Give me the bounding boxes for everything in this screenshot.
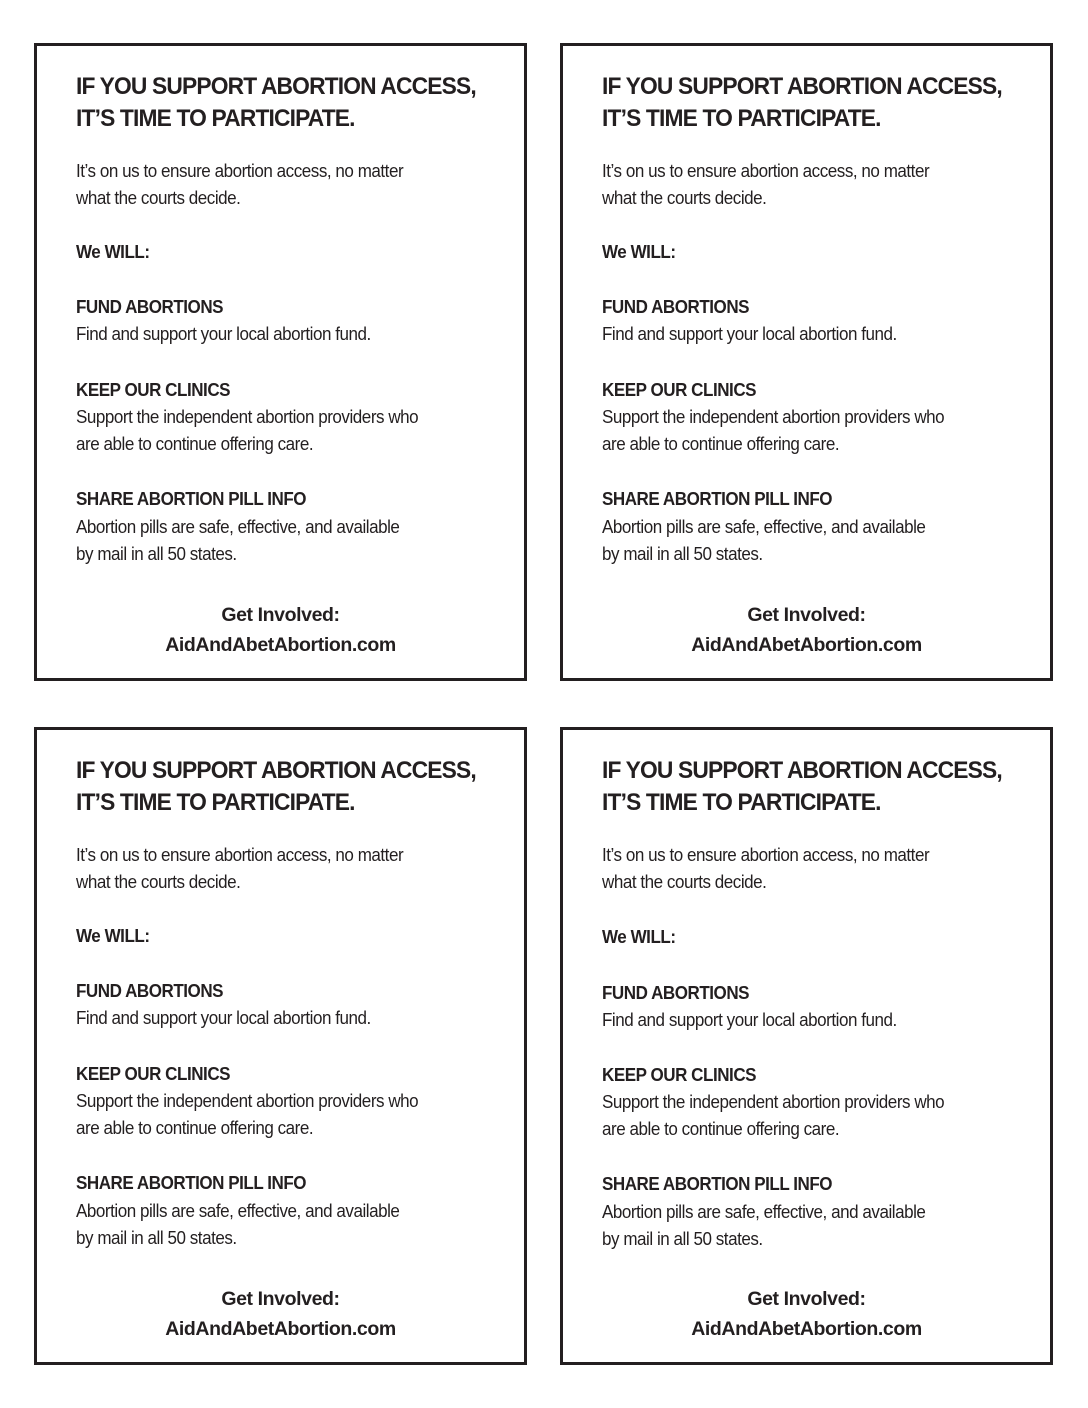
- flyer-heading: [76, 71, 485, 135]
- call-to-action: [37, 604, 524, 656]
- intro-text: It’s on us to ensure abortion access, no matter: [602, 844, 930, 865]
- flyer-card: [34, 727, 527, 1365]
- cta-link[interactable]: AidAndAbetAbortion.com: [691, 1318, 922, 1340]
- section-text-clinics: are able to continue offering care.: [602, 433, 840, 454]
- section-text-pill: by mail in all 50 states.: [602, 543, 763, 564]
- section-title-clinics: KEEP OUR CLINICS: [602, 1064, 757, 1085]
- heading-line: IF YOU SUPPORT ABORTION ACCESS,: [76, 73, 476, 100]
- section-text-clinics: are able to continue offering care.: [76, 433, 314, 454]
- section-title-pill: SHARE ABORTION PILL INFO: [602, 488, 833, 509]
- intro-text: what the courts decide.: [76, 871, 241, 892]
- heading-line: IT’S TIME TO PARTICIPATE.: [76, 789, 355, 816]
- call-to-action: [563, 604, 1050, 656]
- section-text-pill: by mail in all 50 states.: [76, 543, 237, 564]
- we-will-label: We WILL:: [602, 926, 676, 947]
- cta-label: Get Involved:: [221, 604, 340, 626]
- cta-label: Get Involved:: [747, 1288, 866, 1310]
- section-text-pill: by mail in all 50 states.: [76, 1227, 237, 1248]
- flyer-heading: [602, 755, 1011, 819]
- section-text-clinics: Support the independent abortion providers who: [602, 1091, 945, 1112]
- cta-label: Get Involved:: [747, 604, 866, 626]
- call-to-action: [37, 1288, 524, 1340]
- cta-label: Get Involved:: [221, 1288, 340, 1310]
- section-text-fund: Find and support your local abortion fund.: [76, 1007, 371, 1028]
- section-text-fund: Find and support your local abortion fund.: [602, 323, 897, 344]
- section-title-pill: SHARE ABORTION PILL INFO: [76, 1172, 307, 1193]
- section-text-clinics: Support the independent abortion providers who: [76, 1090, 419, 1111]
- intro-text: what the courts decide.: [76, 187, 241, 208]
- flyer-card: [560, 43, 1053, 681]
- section-text-clinics: Support the independent abortion providers who: [76, 406, 419, 427]
- section-title-fund: FUND ABORTIONS: [602, 982, 750, 1003]
- intro-text: It’s on us to ensure abortion access, no matter: [76, 844, 404, 865]
- cta-link[interactable]: AidAndAbetAbortion.com: [691, 634, 922, 656]
- section-title-fund: FUND ABORTIONS: [76, 980, 224, 1001]
- section-title-pill: SHARE ABORTION PILL INFO: [602, 1173, 833, 1194]
- we-will-label: We WILL:: [602, 241, 676, 262]
- heading-line: IF YOU SUPPORT ABORTION ACCESS,: [602, 73, 1002, 100]
- cta-link[interactable]: AidAndAbetAbortion.com: [165, 1318, 396, 1340]
- we-will-label: We WILL:: [76, 241, 150, 262]
- section-title-clinics: KEEP OUR CLINICS: [76, 1063, 231, 1084]
- section-title-clinics: KEEP OUR CLINICS: [76, 379, 231, 400]
- section-text-pill: Abortion pills are safe, effective, and available: [602, 516, 926, 537]
- section-text-pill: by mail in all 50 states.: [602, 1228, 763, 1249]
- flyer-heading: [76, 755, 485, 819]
- heading-line: IT’S TIME TO PARTICIPATE.: [76, 105, 355, 132]
- flyer-heading: [602, 71, 1011, 135]
- heading-line: IT’S TIME TO PARTICIPATE.: [602, 789, 881, 816]
- cta-link[interactable]: AidAndAbetAbortion.com: [165, 634, 396, 656]
- heading-line: IF YOU SUPPORT ABORTION ACCESS,: [602, 757, 1002, 784]
- section-text-fund: Find and support your local abortion fund.: [76, 323, 371, 344]
- flyer-card: [34, 43, 527, 681]
- section-title-clinics: KEEP OUR CLINICS: [602, 379, 757, 400]
- intro-text: It’s on us to ensure abortion access, no matter: [602, 160, 930, 181]
- section-text-pill: Abortion pills are safe, effective, and available: [76, 1200, 400, 1221]
- section-text-fund: Find and support your local abortion fund.: [602, 1009, 897, 1030]
- intro-text: It’s on us to ensure abortion access, no matter: [76, 160, 404, 181]
- section-title-fund: FUND ABORTIONS: [602, 296, 750, 317]
- heading-line: IT’S TIME TO PARTICIPATE.: [602, 105, 881, 132]
- heading-line: IF YOU SUPPORT ABORTION ACCESS,: [76, 757, 476, 784]
- section-text-clinics: are able to continue offering care.: [602, 1118, 840, 1139]
- intro-text: what the courts decide.: [602, 187, 767, 208]
- section-text-pill: Abortion pills are safe, effective, and available: [76, 516, 400, 537]
- intro-text: what the courts decide.: [602, 871, 767, 892]
- call-to-action: [563, 1288, 1050, 1340]
- we-will-label: We WILL:: [76, 925, 150, 946]
- section-text-clinics: Support the independent abortion providers who: [602, 406, 945, 427]
- flyer-card: [560, 727, 1053, 1365]
- section-text-clinics: are able to continue offering care.: [76, 1117, 314, 1138]
- section-title-fund: FUND ABORTIONS: [76, 296, 224, 317]
- section-title-pill: SHARE ABORTION PILL INFO: [76, 488, 307, 509]
- section-text-pill: Abortion pills are safe, effective, and available: [602, 1201, 926, 1222]
